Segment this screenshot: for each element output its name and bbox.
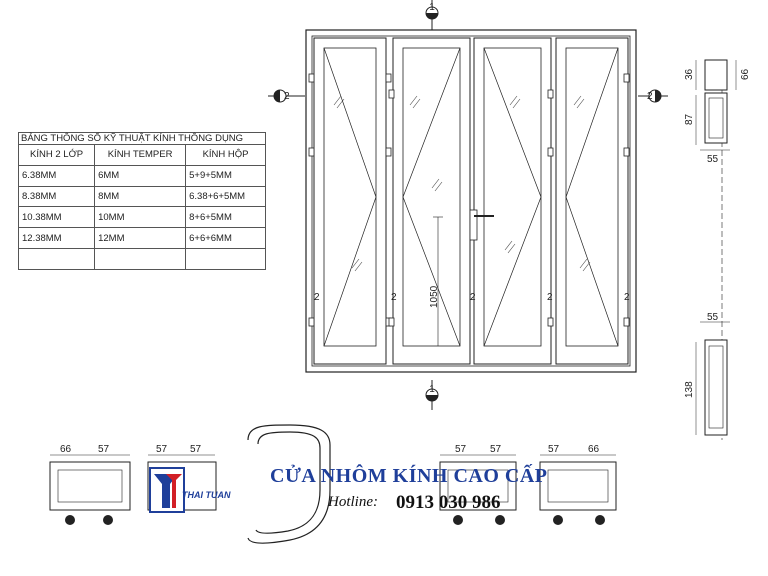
section-marker-left-label: 2: [284, 91, 290, 102]
logo-text: THAI TUAN: [182, 490, 231, 500]
glass-spec-table: [18, 132, 266, 270]
table-row: [19, 207, 266, 228]
brand-title: CỬA NHÔM KÍNH CAO CẤP: [270, 465, 548, 487]
dimension-side-w1: 55: [707, 154, 719, 165]
section-marker-bottom-label: 1: [429, 384, 435, 395]
spec-table-title: BẢNG THÔNG SỐ KỸ THUẬT KÍNH THÔNG DỤNG: [18, 132, 266, 144]
dimension-side-bottom: 138: [684, 381, 695, 398]
dimension-side-top-a: 36: [684, 68, 695, 80]
hinge-label-4: 2: [547, 292, 553, 303]
table-header: KÍNH TEMPER: [95, 145, 186, 166]
table-cell: 8.38MM: [19, 186, 95, 207]
table-row: [19, 249, 266, 270]
dimension-plan-4b: 66: [588, 444, 600, 455]
dimension-plan-3b: 57: [490, 444, 502, 455]
dimension-plan-1a: 66: [60, 444, 72, 455]
table-cell: 8MM: [95, 186, 186, 207]
table-cell: 12.38MM: [19, 228, 95, 249]
table-cell: 6.38MM: [19, 165, 95, 186]
dimension-plan-2b: 57: [190, 444, 202, 455]
table-cell: 6.38+6+5MM: [186, 186, 266, 207]
dimension-plan-4a: 57: [548, 444, 560, 455]
brand-logo: [150, 468, 184, 512]
side-section: [684, 60, 751, 440]
section-marker-right: [638, 90, 668, 102]
dimension-side-mid: 87: [684, 113, 695, 125]
table-cell: 8+6+5MM: [186, 207, 266, 228]
door-leaf-4: [556, 38, 628, 364]
table-row: [19, 228, 266, 249]
table-cell: 6MM: [95, 165, 186, 186]
table-cell: [186, 249, 266, 270]
hotline-label: Hotline:: [328, 494, 378, 510]
section-marker-bottom: [426, 380, 438, 410]
hotline-number: 0913 030 986: [396, 492, 501, 513]
table-header: KÍNH 2 LỚP: [19, 145, 95, 166]
door-leaf-3: [474, 38, 551, 364]
plan-section-1: [50, 444, 130, 525]
dimension-plan-1b: 57: [98, 444, 110, 455]
table-header-row: [19, 145, 266, 166]
hinges: [309, 74, 629, 326]
section-marker-top-label: 1: [429, 2, 435, 13]
table-header: KÍNH HỘP: [186, 145, 266, 166]
table-cell: 6+6+6MM: [186, 228, 266, 249]
section-marker-right-label: 2: [647, 91, 653, 102]
table-cell: [19, 249, 95, 270]
plan-section-4: [540, 444, 616, 525]
dimension-handle-height: 1050: [429, 285, 440, 308]
glass-reflections: [334, 96, 590, 271]
dimension-plan-3a: 57: [455, 444, 467, 455]
table-row: [19, 186, 266, 207]
dimension-side-top-b: 66: [740, 68, 751, 80]
door-leaf-1: [314, 38, 386, 364]
section-marker-left: [268, 90, 305, 102]
table-cell: 10MM: [95, 207, 186, 228]
hinge-label-1: 2: [314, 292, 320, 303]
door-handle: [470, 210, 494, 240]
hinge-label-3: 2: [470, 292, 476, 303]
dimension-side-w2: 55: [707, 312, 719, 323]
door-elevation: [306, 30, 636, 372]
hinge-label-5: 2: [624, 292, 630, 303]
table-cell: [95, 249, 186, 270]
section-marker-top: [426, 0, 438, 30]
table-cell: 12MM: [95, 228, 186, 249]
dimension-plan-2a: 57: [156, 444, 168, 455]
table-cell: 5+9+5MM: [186, 165, 266, 186]
hinge-label-2: 2: [391, 292, 397, 303]
door-leaf-2: [393, 38, 470, 364]
table-cell: 10.38MM: [19, 207, 95, 228]
table-row: [19, 165, 266, 186]
